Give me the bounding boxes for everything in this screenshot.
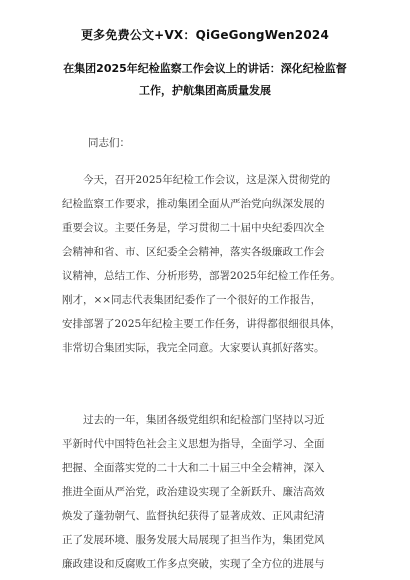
paragraph-line: 重要会议。主要任务是，学习贯彻二十届中央纪委四次全	[62, 222, 325, 234]
paragraph-line: 廉政建设和反腐败工作多点突破，实现了全方位的进展与	[62, 558, 325, 570]
paragraph-line: 今天，召开2025年纪检工作会议，这是深入贯彻党的	[83, 174, 331, 186]
paragraph-line: 会精神和省、市、区纪委全会精神，落实各级廉政工作会	[62, 246, 325, 258]
salutation: 同志们：	[88, 137, 130, 149]
paragraph-line: 正了发展环境、服务发展大局展现了担当作为，集团党风	[62, 534, 325, 546]
paragraph-1	[62, 168, 348, 360]
paragraph-line: 平新时代中国特色社会主义思想为指导，全面学习、全面	[62, 438, 325, 450]
paragraph-2	[62, 408, 348, 576]
paragraph-line: 议精神，总结工作、分析形势，部署2025年纪检工作任务。	[62, 270, 341, 282]
title-line: 在集团2025年纪检监察工作会议上的讲话：深化纪检监督	[63, 62, 347, 75]
promo-header: 更多免费公文+VX：QiGeGongWen2024	[80, 28, 329, 42]
paragraph-line: 过去的一年，集团各级党组织和纪检部门坚持以习近	[83, 414, 325, 426]
document-title	[52, 58, 358, 102]
paragraph-line: 把握、全面落实党的二十大和二十届三中全会精神，深入	[62, 462, 325, 474]
paragraph-line: 刚才，××同志代表集团纪委作了一个很好的工作报告，	[62, 294, 322, 306]
title-line: 工作，护航集团高质量发展	[139, 84, 271, 97]
paragraph-line: 非常切合集团实际，我完全同意。大家要认真抓好落实。	[62, 342, 325, 354]
paragraph-line: 推进全面从严治党，政治建设实现了全新跃升、廉洁高效	[62, 486, 325, 498]
paragraph-line: 纪检监察工作要求，推动集团全面从严治党向纵深发展的	[62, 198, 325, 210]
paragraph-line: 安排部署了2025年纪检主要工作任务，讲得都很细很具体，	[62, 318, 341, 330]
paragraph-line: 焕发了蓬勃朝气、监督执纪获得了显著成效、正风肃纪清	[62, 510, 325, 522]
